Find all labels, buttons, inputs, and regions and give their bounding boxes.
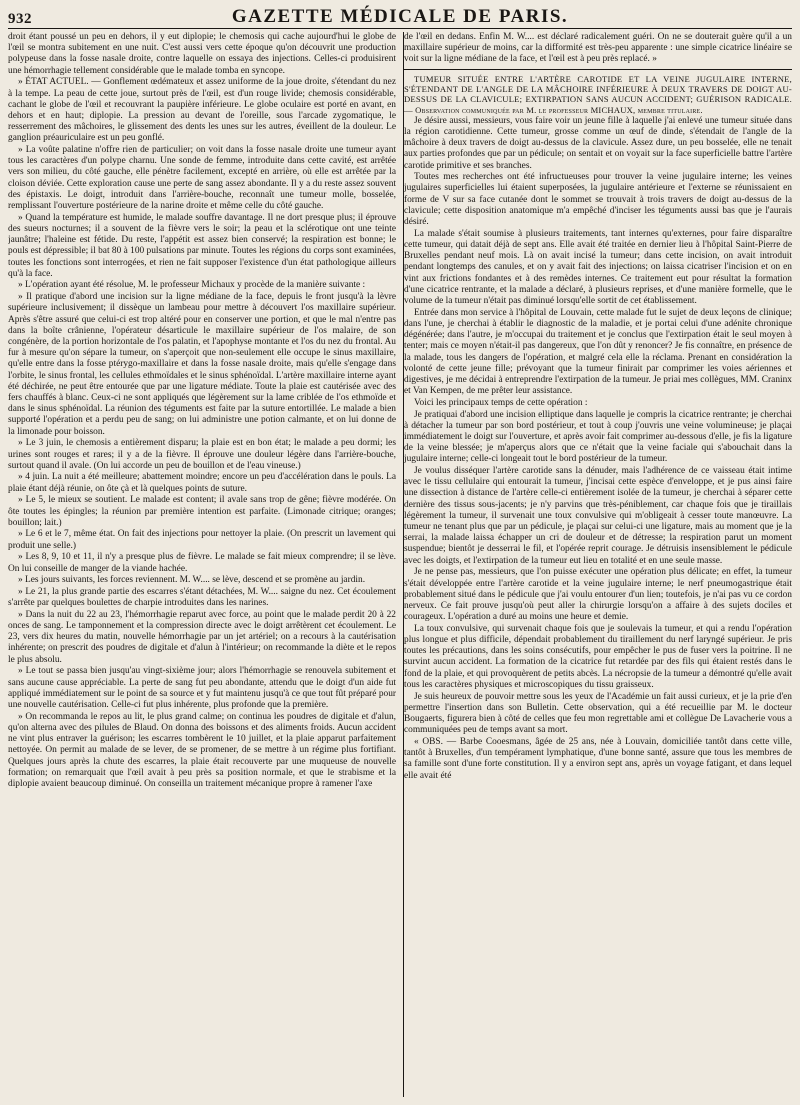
paragraph: » Il pratique d'abord une incision sur la ligne médiane de la face, depuis le front jusqu'à la lèvre supérieure inclusivement; il dissèque un lambeau pour mettre à découvert l'os maxillaire supérieur. Après s'être assuré que celui-ci est trop altéré pour en conserver une portion, et que le mal n'entre pas dans la boîte crânienne, l'opérateur désarticule le maxillaire supérieur de l'os malaire, de son congénère, de la portion horizontale de l'os palatin, et l'apophyse montante et l'os du nez du frontal. Au fur à mesure qu'on sépare la tumeur, on s'aperçoit que non-seulement elle occupe le sinus maxillaire, qu'elle entre dans la fosse ptérygo-maxillaire et dans la fosse nasale droite, mais qu'elle s'engage dans l'orbite, le sinus frontal, les cellules ethmoïdales et le sinus sphénoïdal. L'artère maxillaire interne ayant été déchirée, ne peut être entourée que par une ligature médiate. Toute la plaie est cautérisée avec des fers chauffés à blanc. Ceux-ci ne sont appliqués que légèrement sur la lame criblée de l'os ethmoïde et dans le sinus sphénoïdal. La réunion des téguments est faite par la suture entortillée. Le malade a bien supporté l'opération et a perdu peu de sang; on lui administre une potion calmante, et on lui donne de la limonade pour boisson. (8, 292, 396, 437)
paragraph: » Le 3 juin, le chemosis a entièrement disparu; la plaie est en bon état; le malade a peu dormi; les urines sont rouges et rares; il y a de la fièvre. Il éprouve une douleur légère dans l'arrière-bouche, surtout quand il avale. (On lui accorde un peu de bouillon et de l'eau vineuse.) (8, 438, 396, 471)
section-rule (404, 69, 792, 70)
paragraph: » L'opération ayant été résolue, M. le professeur Michaux y procède de la manière suivante : (18, 280, 366, 291)
left-column (8, 32, 396, 1102)
paragraph: » Le 5, le mieux se soutient. Le malade est content; il avale sans trop de gêne; fièvre modérée. On ôte toutes les épingles; la réunion par première intention est parfaite. (Limonade citrique; oranges; bouillon; lait.) (8, 495, 396, 528)
right-column (404, 32, 792, 1102)
paragraph: » ÉTAT ACTUEL. — Gonflement œdémateux et assez uniforme de la joue droite, s'étendant du nez à la tempe. La peau de cette joue, surtout près de l'œil, est d'un rouge livide; chemosis considérable, cachant le globe de l'œil et recouvrant la paupière inférieure. Le globe oculaire est porté en avant, en dehors et en haut; diplopie. La pression au devant de l'oreille, sous l'arcade zygomatique, le resserrement des mâchoires, le glissement des dents les unes sur les autres, éveillent de la douleur. Le ganglion préauriculaire est un peu gonflé. (8, 77, 396, 144)
paragraph: Je pratiquai d'abord une incision elliptique dans laquelle je compris la cicatrice rentrante; je cherchai à détacher la tumeur par son bord postérieur, et tout à coup j'ouvris une veine volumineuse; je plaçai immédiatement le doigt sur l'ouverture, et après avoir fait comprimer au-dessous d'elle, je fis la ligature de la veine blessée; je m'aperçus alors que ce n'était que la veine faciale qui s'abouchait dans la jugulaire interne; celle-ci longeait tout le bord postérieur de la tumeur. (404, 409, 792, 465)
paragraph: » Les jours suivants, les forces reviennent. M. W.... se lève, descend et se promène au jardin. (18, 575, 366, 586)
page-number: 932 (8, 11, 32, 27)
paragraph: » On recommanda le repos au lit, le plus grand calme; on continua les poudres de digitale et d'alun, qu'on alterna avec des pilules de Blaud. On donna des boissons et des aliments froids. Aucun accident ne vint plus entraver la guérison; les escarres tombèrent le 10 juillet, et la plaie apparut parfaitement nettoyée. On permit au malade de se lever, de se promener, de se mettre à un régime plus fortifiant. Quelques jours après la chute des escarres, la plaie était recouverte par une muqueuse de nouvelle formation; on remarquait que l'œil avait à peu près sa position normale, et que le strabisme et la diplopie avaient beaucoup diminué. On conseilla un traitement mécanique propre à ramener l'axe (8, 711, 396, 789)
paragraph: Voici les principaux temps de cette opération : (414, 397, 588, 408)
paragraph: » Le 21, la plus grande partie des escarres s'étant détachées, M. W.... saigne du nez. Cet écoulement s'arrête par quelques boulettes de charpie introduites dans les narines. (8, 586, 396, 609)
paragraph: « OBS. — Barbe Cooesmans, âgée de 25 ans, née à Louvain, domiciliée tantôt dans cette ville, tantôt à Bruxelles, d'un tempérament lymphatique, d'une bonne santé, assure que tous les membres de sa famille sont d'une forte constitution. Il y a environ sept ans, après un voyage fatigant, et dans lequel elle avait été (404, 736, 792, 781)
case-title: TUMEUR SITUÉE ENTRE L'ARTÈRE CAROTIDE ET LA VEINE JUGULAIRE INTERNE, S'ÉTENDANT DE L'ANGLE DE LA MÂCHOIRE INFÉRIEURE À DEUX TRAVERS DE DOIGT AU-DESSUS DE LA CLAVICULE; EXTIRPATION SANS AUCUN ACCIDENT; GUÉRISON RADICALE. — Observation communiquée par M. le professeur MICHAUX, membre titulaire. (404, 73, 792, 115)
paragraph: droit étant poussé un peu en dehors, il y eut diplopie; le chemosis qui cache aujourd'hui le globe de l'œil se montra subitement en une nuit. C'est aussi vers cette époque qu'on découvrit une production polypeuse dans la fosse nasale droite, contre laquelle on essaya des injections. Celles-ci produisirent une hémorrhagie tellement considérable que le malade tomba en syncope. (8, 32, 396, 76)
paragraph: Je suis heureux de pouvoir mettre sous les yeux de l'Académie un fait aussi curieux, et je la prie d'en permettre l'insertion dans son Bulletin. Cette observation, qui a été recueillie par M. le docteur Bougaerts, figurera bien à côté de celles que feu mon regrettable ami et collègue De Lavacherie vous a communiquées peu de temps avant sa mort. (404, 691, 792, 736)
paragraph: Entrée dans mon service à l'hôpital de Louvain, cette malade fut le sujet de deux leçons de clinique; dans l'une, je cherchai à établir le diagnostic de la maladie, et je portai celui d'une adénite chronique dégénérée; dans l'autre, je m'occupai du traitement et je conclus que l'extirpation était le seul moyen à tenter; mais ce moyen n'était-il pas dangereux, que l'on dût y renoncer? Je fis connaître, en présence de la malade, tous les dangers de l'opération, et malgré cela elle la réclama. Prenant en considération la volonté de cette jeune fille; prévoyant que la tumeur finirait par comprimer les voies aériennes et digestives, je me décidai à entreprendre l'extirpation de la tumeur. Je priai mes collègues, MM. Craninx et Van Kempen, de me prêter leur assistance. (404, 307, 792, 397)
paragraph: Je voulus disséquer l'artère carotide sans la dénuder, mais l'adhérence de ce vaisseau était intime avec le tissu cellulaire qui entourait la tumeur, j'incisai cette espèce d'enveloppe, et je pus ainsi faire une dissection à distance de l'artère celle-ci entièrement isolée de la tumeur, je cherchai à séparer cette dernière des tissus sous-jacents; je n'y parvins que très-péniblement, car chaque fois que je tiraillais légèrement la tumeur, il survenait une toux convulsive qui m'obligeait à cesser toute manœuvre. La tumeur ne tenant plus que par un pédicule, je plaçai sur celui-ci une ligature, mais au moment que je la serrai, la malade laissa échapper un cri de douleur et de détresse; la respiration parut un moment suspendue; bientôt je desserrai le fil, et l'opérée reprit courage. Je détruisis insensiblement le pédicule avec les doigts, et l'extirpation de la tumeur eut lieu en totalité et en une seule masse. (404, 466, 792, 566)
paragraph: » Le 6 et le 7, même état. On fait des injections pour nettoyer la plaie. (On prescrit un lavement qui produit une selle.) (8, 529, 396, 551)
column-divider (403, 32, 404, 1097)
paragraph: » Quand la température est humide, le malade souffre davantage. Il ne dort presque plus; il éprouve des sueurs nocturnes; il a souvent de la fièvre vers le soir; la peau et la sclérotique ont une teinte jaunâtre; l'haleine est fétide. Du reste, l'appétit est assez bien conservé; la respiration est bonne; le pouls est dépressible; il bat 80 à 100 pulsations par minute. Toutes les régions du corps sont examinées, toutes les fonctions sont interrogées, et rien ne fait supposer l'existence d'un état pathologique ailleurs qu'à la face. (8, 212, 396, 279)
paragraph: Toutes mes recherches ont été infructueuses pour trouver la veine jugulaire interne; les veines jugulaires superficielles lui étaient superposées, la jugulaire antérieure et l'externe se réunissaient en forme de V sur sa face cutanée dont le sommet se trouvait à trois travers de doigt au-dessus de la clavicule; cette disposition anatomique m'a empêché d'inciser les téguments aussi bas que je l'aurais désiré. (404, 172, 792, 228)
paragraph: Je ne pense pas, messieurs, que l'on puisse exécuter une opération plus délicate; en effet, la tumeur s'était développée entre l'artère carotide et la veine jugulaire interne; le nerf pneumogastrique était probablement situé dans le pédicule que j'ai voulu entourer d'un lien; toutefois, je n'ai pas vu ce cordon nerveux. Ce fait prouve jusqu'où peut aller la chirurgie lorsqu'on a affaire à des sujets dociles et courageux. L'opération a duré au moins une heure et demie. (404, 567, 792, 623)
case-report-body (404, 116, 792, 782)
paragraph: La malade s'était soumise à plusieurs traitements, tant internes qu'externes, pour faire disparaître cette tumeur, qui datait déjà de sept ans. Elle avait été traitée en dernier lieu à l'hôpital Saint-Pierre de Bruxelles pendant neuf mois. Là on avait incisé la tumeur; dans cette incision, on avait introduit pendant longtemps des canules, et on y avait fait des injections; on laissa cicatriser l'incision et on en vint aux frictions fondantes et à des remèdes internes. Ce traitement eut pour résultat la formation d'une cicatrice rentrante, et la malade a déclaré, à plusieurs reprises, et d'une manière formelle, que le volume de la tumeur n'était pas diminué lorsqu'elle sortit de cet établissement. (404, 228, 792, 306)
paragraph: La toux convulsive, qui survenait chaque fois que je soulevais la tumeur, et qui a rendu l'opération plus longue et plus difficile, dépendait probablement du tiraillement du nerf laryngé supérieur. Je pris toutes les précautions, dans les soins consécutifs, pour empêcher le pus de fuser vers la poitrine. Il ne survint aucun accident. La formation de la cicatrice fut retardée par des fils qui étaient restés dans le fond de la plaie, et qui provoquèrent de petits abcès. La nécropsie de la tumeur a démontré qu'elle avait tous les caractères physiques et microscopiques du tissu graisseux. (404, 623, 792, 690)
journal-title: GAZETTE MÉDICALE DE PARIS. (231, 6, 569, 27)
paragraph: Je désire aussi, messieurs, vous faire voir un jeune fille à laquelle j'ai enlevé une tumeur située dans la région carotidienne. Cette tumeur, grosse comme un œuf de dinde, s'étendait de l'angle de la mâchoire à deux travers de doigt au-dessus de la clavicule. Assez dure, un peu bosselée, elle ne tenait aux parties profondes que par un pédicule; on sentait et on voyait sur la face superficielle battre l'artère carotide primitive et ses branches. (404, 115, 792, 171)
paragraph: » Dans la nuit du 22 au 23, l'hémorrhagie reparut avec force, au point que le malade perdit 20 à 22 onces de sang. Le tamponnement et la compression directe avec le doigt arrêtèrent cet écoulement. Le 23, vers dix heures du matin, nouvelle hémorrhagie par un jet artériel; on a recours à la cautérisation inhérente; on prescrit des poudres de digitale et d'alun à l'intérieur; on recommande la diète et le repos le plus absolu. (8, 609, 396, 665)
paragraph: » La voûte palatine n'offre rien de particulier; on voit dans la fosse nasale droite une tumeur ayant tous les caractères d'un polype charnu. Une sonde de femme, introduite dans cette cavité, est arrêtée vers son milieu, du côté gauche, elle pénètre facilement, excepté en arrière, où elle est arrêtée par la cloison déviée. Cette exploration cause une perte de sang assez abondante. Il y a du reste assez souvent des épistaxis. Le doigt, introduit dans l'arrière-bouche, reconnaît une tumeur molle, bosselée, remplissant l'ouverture postérieure de la narine droite et même celle du côté gauche. (8, 145, 396, 212)
page-header (8, 6, 792, 29)
paragraph: » Le tout se passa bien jusqu'au vingt-sixième jour; alors l'hémorrhagie se renouvela subitement et sans aucune cause appréciable. La perte de sang fut peu abondante, attendu que le doigt d'un aide fut appliqué immédiatement sur le point de sa source et y fut maintenu jusqu'à ce que tout fût préparé pour une nouvelle cautérisation. Celle-ci fut plus inhérente, plus profonde que la première. (8, 666, 396, 710)
paragraph: » Les 8, 9, 10 et 11, il n'y a presque plus de fièvre. Le malade se fait mieux comprendre; il se lève. On lui conseille de manger de la viande hachée. (8, 552, 396, 574)
paragraph: » 4 juin. La nuit a été meilleure; abattement moindre; encore un peu d'accélération dans le pouls. La plaie étant déjà réunie, on ôte çà et là quelques points de suture. (8, 472, 396, 494)
continued-paragraph: de l'œil en dedans. Enfin M. W.... est déclaré radicalement guéri. On ne se douterait guère qu'il a un maxillaire supérieur de moins, car la difformité est très-peu apparente : une simple cicatrice linéaire se voit sur la ligne médiane de la face, et l'œil est à peu près replacé. » (404, 32, 792, 65)
text-columns (8, 32, 792, 1102)
